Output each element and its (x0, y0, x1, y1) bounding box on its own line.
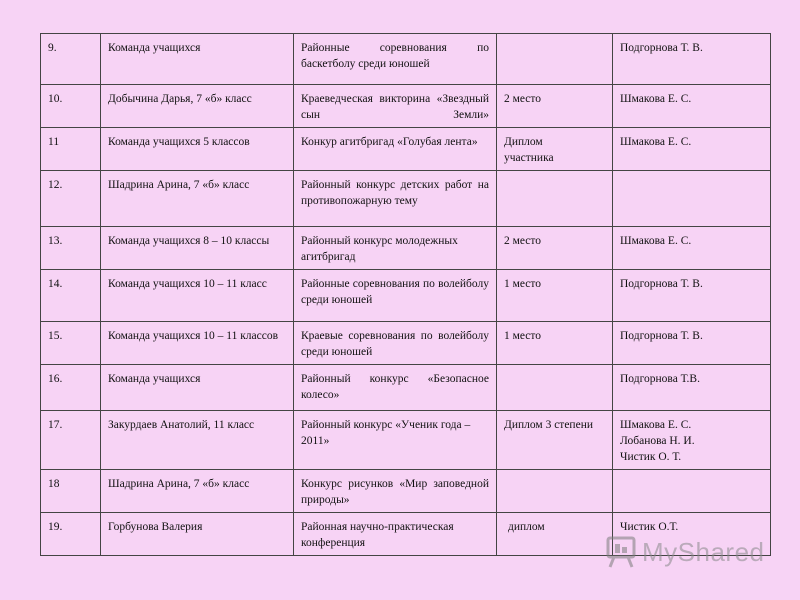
event-name: Конкурс рисунков «Мир заповедной природы» (294, 470, 497, 513)
event-name: Районный конкурс «Ученик года – 2011» (294, 411, 497, 470)
participant-name: Горбунова Валерия (101, 513, 294, 556)
teacher (613, 470, 771, 513)
participant-name: Команда учащихся 8 – 10 классы (101, 227, 294, 270)
teacher: Шмакова Е. С. (613, 128, 771, 171)
participant-name: Команда учащихся 10 – 11 класс (101, 270, 294, 322)
table-row (41, 411, 771, 470)
teacher (613, 171, 771, 227)
result: 1 место (497, 322, 613, 365)
result: Диплом участника (497, 128, 613, 171)
result (497, 470, 613, 513)
result: 2 место (497, 85, 613, 128)
teacher: Шмакова Е. С. Лобанова Н. И. Чистик О. Т. (613, 411, 771, 470)
table-row (41, 470, 771, 513)
presentation-board-icon (606, 535, 636, 569)
event-name: Районный конкурс «Безопасное колесо» (294, 365, 497, 411)
row-number: 18 (41, 470, 101, 513)
teacher: Подгорнова Т. В. (613, 270, 771, 322)
event-name: Краевые соревнования по волейболу среди юношей (294, 322, 497, 365)
participant-name: Закурдаев Анатолий, 11 класс (101, 411, 294, 470)
event-name: Районный конкурс детских работ на противопожарную тему (294, 171, 497, 227)
participant-name: Добычина Дарья, 7 «б» класс (101, 85, 294, 128)
participant-name: Шадрина Арина, 7 «б» класс (101, 171, 294, 227)
row-number: 12. (41, 171, 101, 227)
watermark-text: MyShared (642, 536, 765, 567)
table-row (41, 34, 771, 85)
row-number: 11 (41, 128, 101, 171)
myshared-watermark (606, 535, 765, 569)
row-number: 17. (41, 411, 101, 470)
participant-name: Команда учащихся (101, 365, 294, 411)
teacher: Подгорнова Т. В. (613, 34, 771, 85)
teacher: Чистик О.Т. (613, 513, 771, 556)
row-number: 16. (41, 365, 101, 411)
result: Диплом 3 степени (497, 411, 613, 470)
table-row (41, 322, 771, 365)
event-name: Конкур агитбригад «Голубая лента» (294, 128, 497, 171)
result: 1 место (497, 270, 613, 322)
participant-name: Команда учащихся 10 – 11 классов (101, 322, 294, 365)
row-number: 19. (41, 513, 101, 556)
participant-name: Шадрина Арина, 7 «б» класс (101, 470, 294, 513)
result (497, 171, 613, 227)
row-number: 15. (41, 322, 101, 365)
table-row (41, 171, 771, 227)
event-name: Районные соревнования по волейболу среди юношей (294, 270, 497, 322)
result: 2 место (497, 227, 613, 270)
row-number: 9. (41, 34, 101, 85)
teacher: Подгорнова Т. В. (613, 322, 771, 365)
event-name: Районная научно-практическая конференция (294, 513, 497, 556)
result: диплом (497, 513, 613, 556)
table-row (41, 85, 771, 128)
event-name: Краеведческая викторина «Звездный сын Земли» (294, 85, 497, 128)
awards-table (40, 33, 771, 556)
table-row (41, 128, 771, 171)
table-row (41, 365, 771, 411)
participant-name: Команда учащихся 5 классов (101, 128, 294, 171)
event-name: Районный конкурс молодежных агитбригад (294, 227, 497, 270)
row-number: 14. (41, 270, 101, 322)
row-number: 13. (41, 227, 101, 270)
row-number: 10. (41, 85, 101, 128)
event-name: Районные соревнования по баскетболу среди юношей (294, 34, 497, 85)
result (497, 34, 613, 85)
table-row (41, 270, 771, 322)
table-row (41, 227, 771, 270)
participant-name: Команда учащихся (101, 34, 294, 85)
teacher: Подгорнова Т.В. (613, 365, 771, 411)
result (497, 365, 613, 411)
teacher: Шмакова Е. С. (613, 227, 771, 270)
teacher: Шмакова Е. С. (613, 85, 771, 128)
